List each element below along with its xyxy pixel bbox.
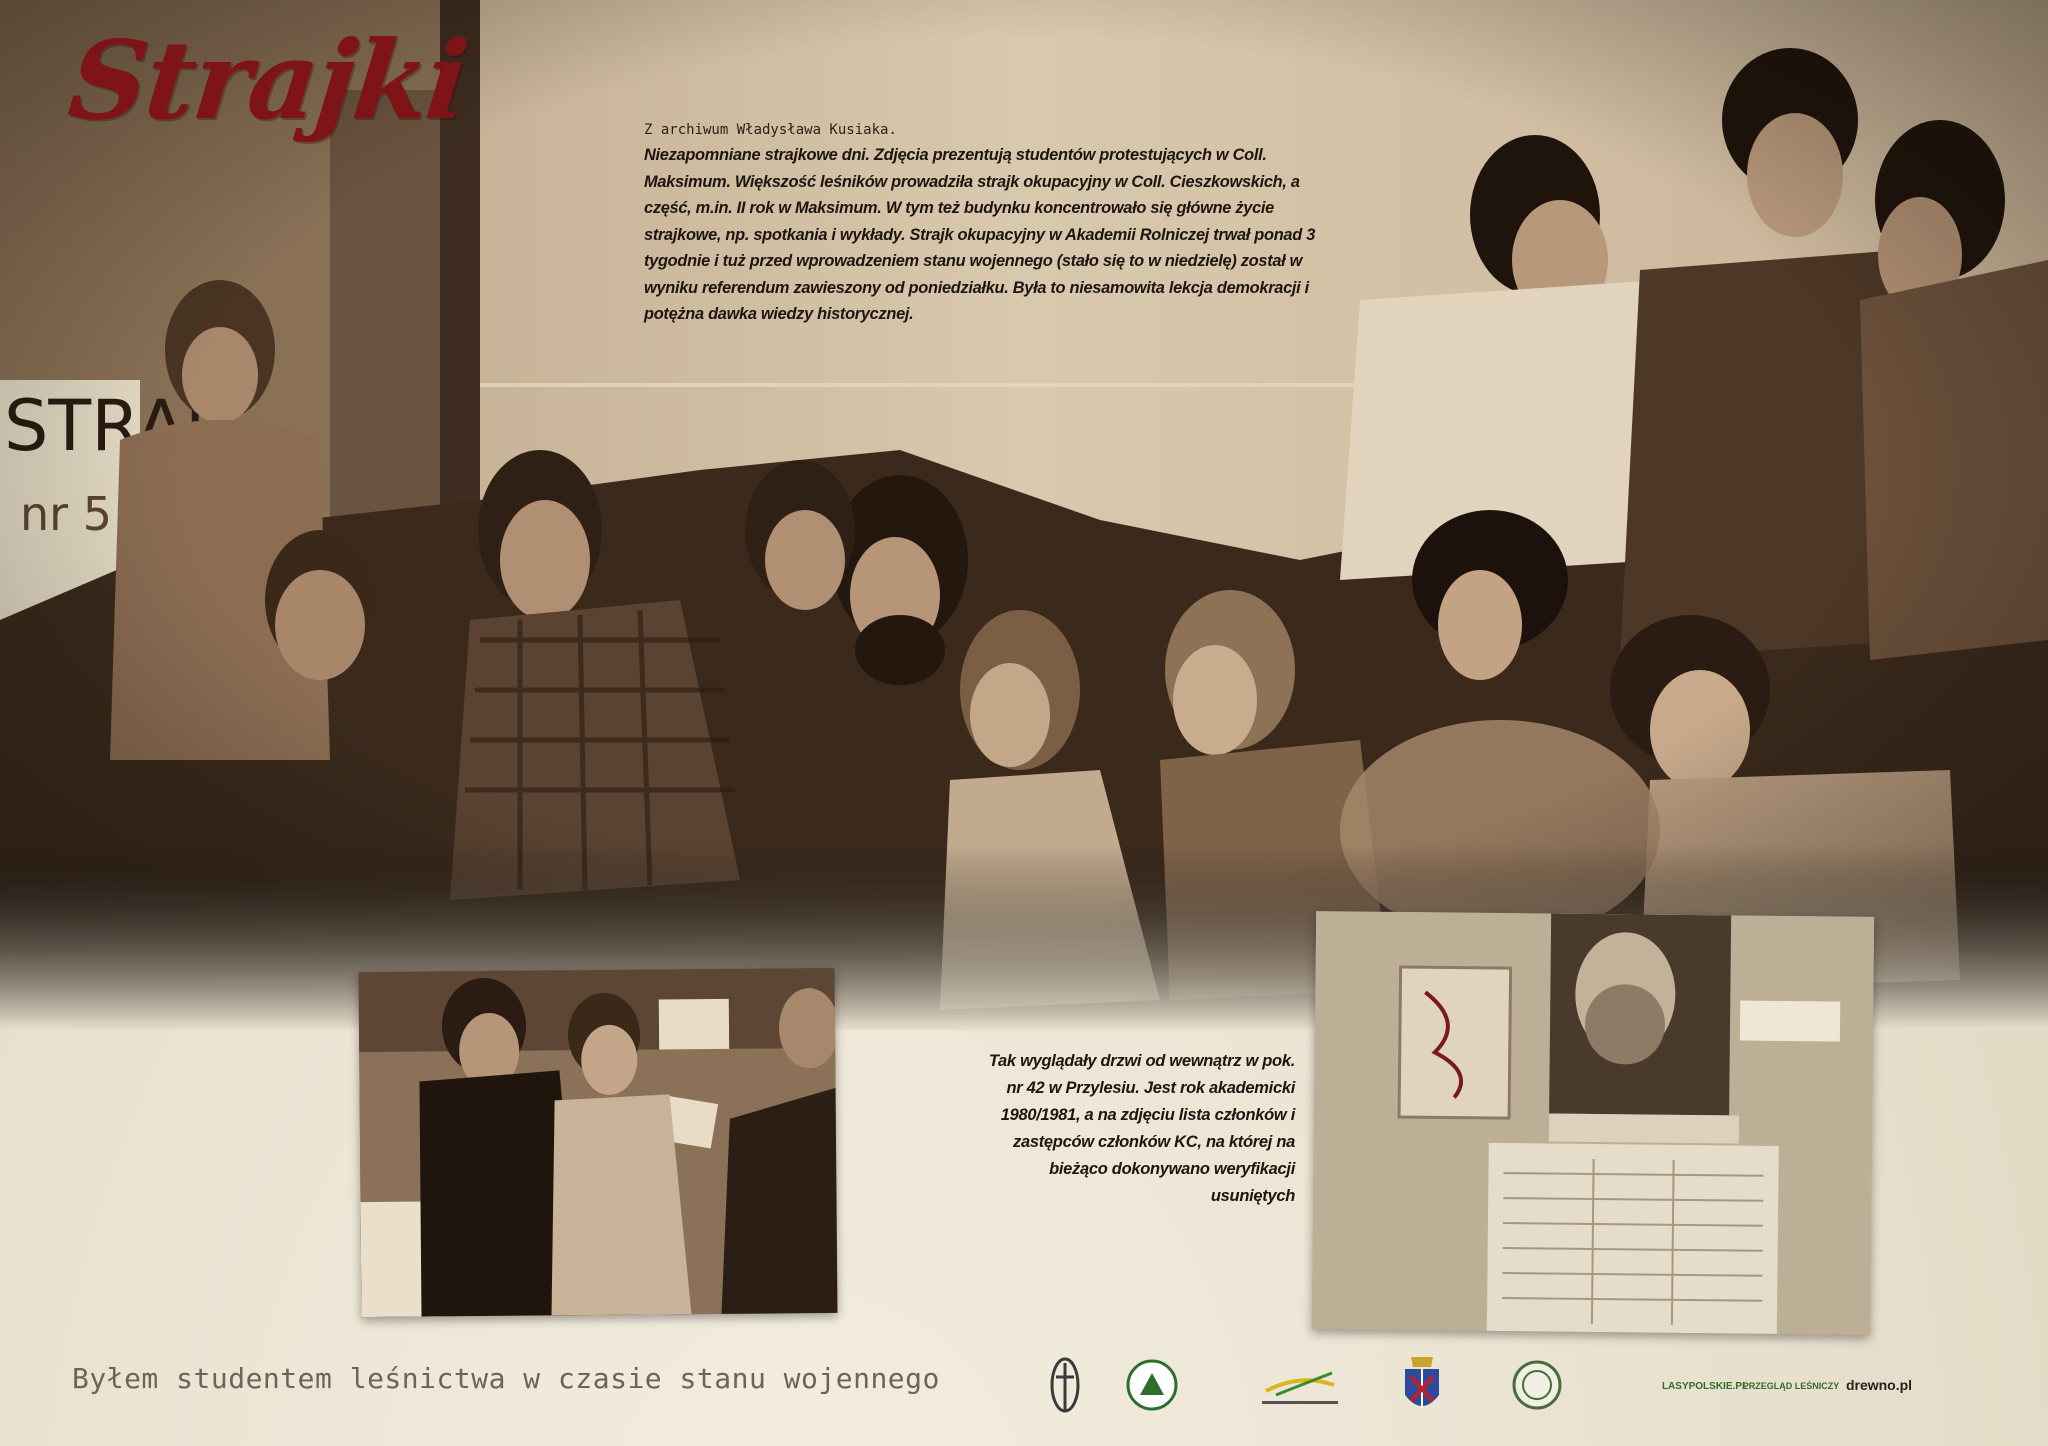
- archive-description: [644, 122, 1324, 328]
- sponsor-logos: [1040, 1352, 2040, 1432]
- photo-left: [359, 968, 838, 1317]
- lasy-panstwowe-logo: [1125, 1358, 1179, 1412]
- footer-title: Byłem studentem leśnictwa w czasie stanu wojennego: [72, 1362, 940, 1395]
- lasypolskie-logo: LASYPOLSKIE.PL: [1661, 1380, 1749, 1392]
- uniwersytet-logo: [1255, 1362, 1345, 1410]
- przeglad-lesniczy-logo: PRZEGLĄD LEŚNICZY: [1742, 1381, 1840, 1391]
- photo-right: [1312, 911, 1874, 1335]
- drewno-logo: drewno.pl: [1845, 1377, 1913, 1393]
- poster-title: Strajki: [63, 18, 473, 144]
- archive-source: Z archiwum Władysława Kusiaka.: [644, 122, 897, 138]
- coat-of-arms-logo: [1400, 1352, 1444, 1420]
- seal-logo: [1510, 1358, 1564, 1412]
- emblem-logo: [1045, 1352, 1085, 1422]
- photo-caption: Tak wyglądały drzwi od wewnątrz w pok. nr 42 w Przylesiu. Jest rok akademicki 1980/1981, a na zdjęciu lista członków i zastępców członków KC, na której na bieżąco dokonywano weryfikacji usuniętych: [988, 1052, 1295, 1205]
- archive-text: Niezapomniane strajkowe dni. Zdjęcia prezentują studentów protestujących w Coll. Maksimum. Większość leśników prowadziła strajk okupacyjny w Coll. Cieszkowskich, a część, m.in. II rok w Maksimum. W tym też budynku koncentrowało się główne życie strajkowe, np. spotkania i wykłady. Strajk okupacyjny w Akademii Rolniczej trwał ponad 3 tygodnie i tuż przed wprowadzeniem stanu wojennego (stało się to w niedzielę) został w wyniku referendum zawieszony od poniedziałku. Była to niesamowita lekcja demokracji i potężna dawka wiedzy historycznej.: [644, 146, 1316, 323]
